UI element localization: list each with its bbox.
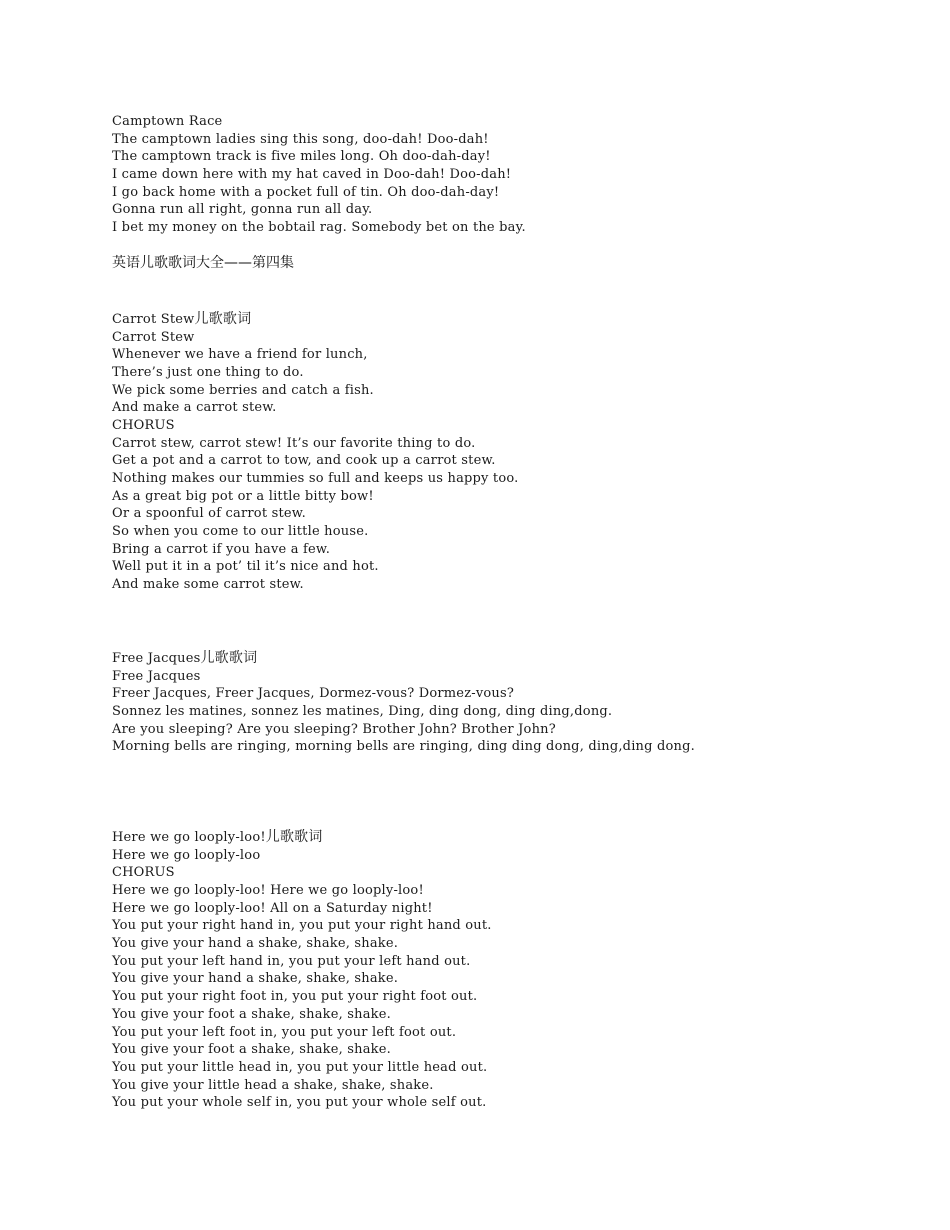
text-line: You put your left hand in, you put your left hand out. bbox=[112, 953, 471, 969]
text-line: Or a spoonful of carrot stew. bbox=[112, 506, 306, 522]
text-line: The camptown track is five miles long. Oh doo-dah-day! bbox=[112, 149, 491, 165]
text-line: You give your hand a shake, shake, shake. bbox=[112, 971, 399, 987]
text-line: So when you come to our little house. bbox=[112, 524, 369, 540]
text-line: The camptown ladies sing this song, doo-dah! Doo-dah! bbox=[112, 131, 489, 147]
text-line: Bring a carrot if you have a few. bbox=[112, 541, 331, 557]
text-line: Sonnez les matines, sonnez les matines, Ding, ding dong, ding ding,dong. bbox=[112, 703, 613, 719]
text-line: Well put it in a pot’ til it’s nice and hot. bbox=[112, 559, 379, 575]
text-line: Carrot Stew bbox=[112, 329, 195, 345]
text-line: Camptown Race bbox=[112, 114, 223, 129]
text-line: I go back home with a pocket full of tin. Oh doo-dah-day! bbox=[112, 184, 500, 200]
song-title bbox=[112, 829, 912, 847]
text-line: And make a carrot stew. bbox=[112, 400, 277, 416]
text-line: You put your left foot in, you put your left foot out. bbox=[112, 1024, 457, 1040]
text-line: You give your hand a shake, shake, shake. bbox=[112, 936, 399, 952]
text-line: You give your foot a shake, shake, shake. bbox=[112, 1042, 391, 1058]
text-line: CHORUS bbox=[112, 865, 175, 881]
song-title-cn: 儿歌歌词 bbox=[200, 649, 258, 666]
text-line: You put your little head in, you put your little head out. bbox=[112, 1059, 488, 1075]
text-line: Are you sleeping? Are you sleeping? Brother John? Brother John? bbox=[112, 721, 556, 737]
text-line: There’s just one thing to do. bbox=[112, 364, 304, 380]
text-line: Nothing makes our tummies so full and keeps us happy too. bbox=[112, 471, 519, 486]
song-title bbox=[112, 650, 912, 668]
text-line: Carrot stew, carrot stew! It’s our favorite thing to do. bbox=[112, 435, 476, 451]
text-line: Here we go looply-loo! Here we go looply-loo! bbox=[112, 883, 424, 898]
text-line: Free Jacques bbox=[112, 668, 201, 684]
text-line: You put your right foot in, you put your right foot out. bbox=[112, 989, 478, 1005]
text-line: Here we go looply-loo! All on a Saturday night! bbox=[112, 900, 433, 916]
song-title-en: Free Jacques bbox=[112, 650, 201, 666]
document-page bbox=[112, 113, 912, 1112]
song-title-en: Carrot Stew bbox=[112, 311, 195, 327]
text-line: Here we go looply-loo bbox=[112, 847, 261, 863]
song-title-en: Here we go looply-loo! bbox=[112, 829, 266, 845]
text-line: I bet my money on the bobtail rag. Somebody bet on the bay. bbox=[112, 220, 526, 236]
text-line: Get a pot and a carrot to tow, and cook up a carrot stew. bbox=[112, 453, 496, 469]
section-heading: 英语儿歌歌词大全——第四集 bbox=[112, 254, 294, 271]
text-line: You give your foot a shake, shake, shake. bbox=[112, 1006, 391, 1022]
text-line: CHORUS bbox=[112, 417, 175, 433]
text-line: I came down here with my hat caved in Doo-dah! Doo-dah! bbox=[112, 167, 512, 183]
text-line: We pick some berries and catch a fish. bbox=[112, 382, 374, 398]
text-line: Morning bells are ringing, morning bells are ringing, ding ding dong, ding,ding dong. bbox=[112, 739, 695, 755]
free-jacques-song bbox=[112, 650, 912, 756]
text-line: And make some carrot stew. bbox=[112, 577, 304, 593]
text-line: Gonna run all right, gonna run all day. bbox=[112, 202, 373, 218]
song-title-cn: 儿歌歌词 bbox=[265, 828, 323, 845]
text-line: Freer Jacques, Freer Jacques, Dormez-vous? Dormez-vous? bbox=[112, 686, 515, 702]
carrot-stew-song bbox=[112, 311, 912, 594]
looply-loo-song bbox=[112, 829, 912, 1112]
text-line: As a great big pot or a little bitty bow! bbox=[112, 488, 374, 504]
song-title bbox=[112, 311, 912, 329]
text-line: You put your whole self in, you put your whole self out. bbox=[112, 1095, 487, 1111]
text-line: Whenever we have a friend for lunch, bbox=[112, 347, 368, 363]
text-line: You put your right hand in, you put your right hand out. bbox=[112, 918, 492, 934]
text-line: You give your little head a shake, shake, shake. bbox=[112, 1077, 434, 1093]
camptown-race-section bbox=[112, 113, 912, 237]
song-title-cn: 儿歌歌词 bbox=[194, 310, 252, 327]
